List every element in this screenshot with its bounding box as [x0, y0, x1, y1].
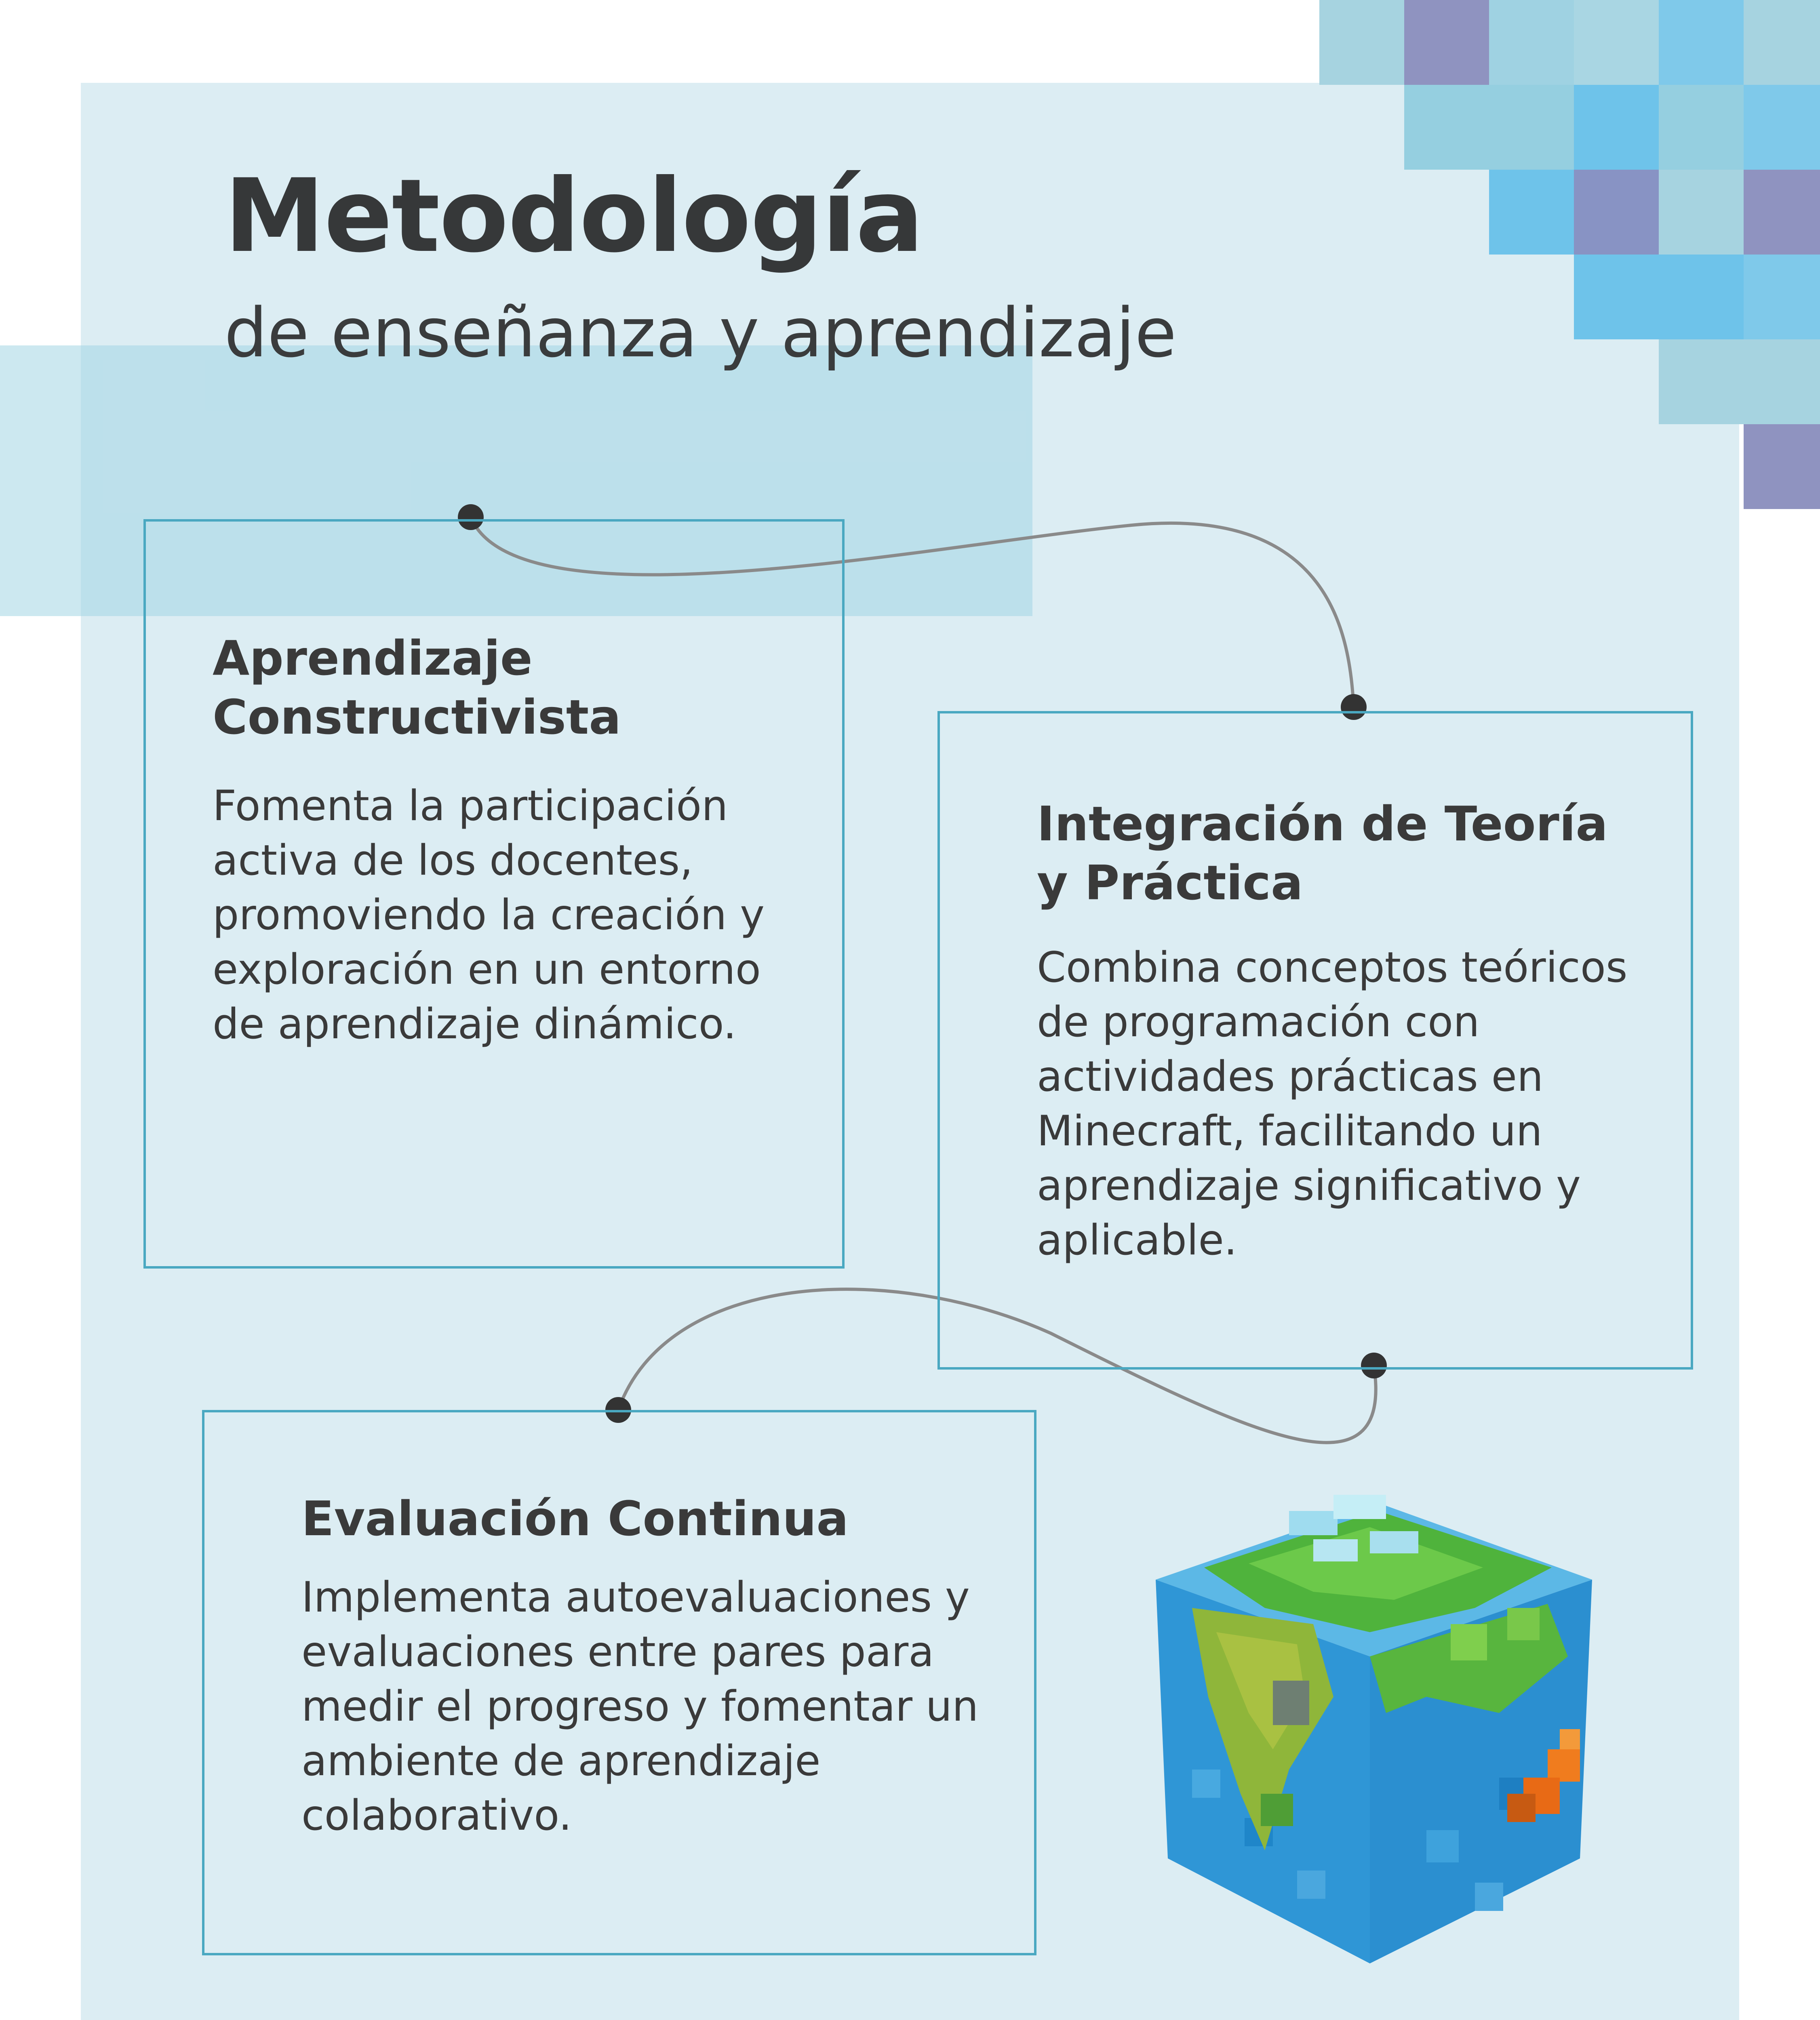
minecraft-earth-cube-icon — [1144, 1487, 1608, 1972]
card-heading: Evaluación Continua — [301, 1491, 849, 1547]
page-title: Metodología — [224, 157, 923, 275]
page-subtitle: de enseñanza y aprendizaje — [224, 293, 1177, 372]
card-continuous-evaluation — [202, 1410, 1036, 1955]
card-heading: Aprendizaje Constructivista — [213, 630, 621, 745]
card-body: Fomenta la participación activa de los docentes, promoviendo la creación y exploración en un entorno de aprendizaje dinámico. — [213, 782, 765, 1048]
card-body: Implementa autoevaluaciones y evaluaciones entre pares para medir el progreso y fomentar un ambiente de aprendizaje colaborativo. — [301, 1573, 979, 1840]
card-constructivist-learning — [143, 519, 845, 1269]
card-body: Combina conceptos teóricos de programación con actividades prácticas en Minecraft, facilitando un aprendizaje significativo y aplicable. — [1037, 943, 1628, 1265]
card-theory-practice — [937, 711, 1693, 1370]
card-heading: Integración de Teoría y Práctica — [1037, 796, 1608, 911]
